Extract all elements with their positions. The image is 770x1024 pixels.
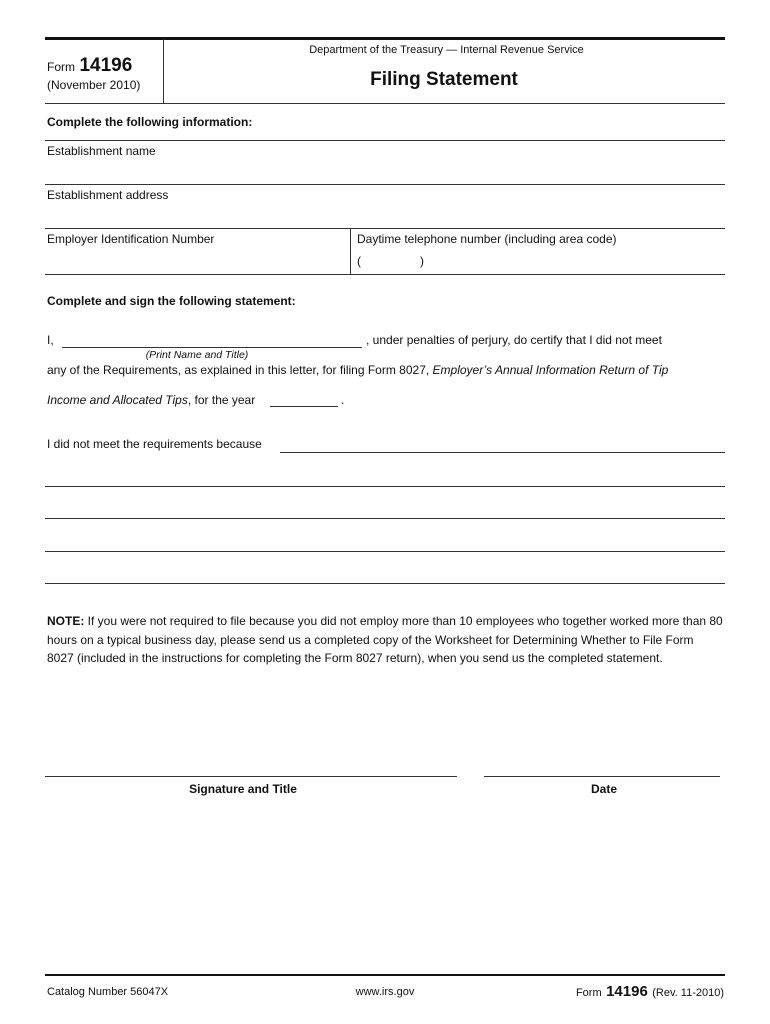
date-label: Date [590,782,617,796]
form-date: (November 2010) [47,78,141,92]
form-number: 14196 [79,55,133,76]
establishment-address-field[interactable] [45,228,725,229]
statement-line-3-end: . [341,393,345,407]
i-label: I, [47,333,54,347]
print-name-field[interactable] [62,347,362,348]
establishment-name-label: Establishment name [47,144,156,158]
form-id-block [47,55,132,77]
signature-label: Signature and Title [189,782,297,796]
phone-label: Daytime telephone number (including area code) [357,232,617,246]
header-bottom-rule [45,103,725,104]
footer-form-word: Form [575,987,602,999]
catalog-number: Catalog Number 56047X [47,986,169,998]
statement-line-3-italic: Income and Allocated Tips [47,393,188,407]
reason-field-line-1[interactable] [280,452,725,453]
statement-line-2 [47,363,668,377]
form-title: Filing Statement [370,69,518,90]
footer-revision: (Rev. 11-2010) [652,987,724,999]
footer-form-number: 14196 [606,983,648,1000]
statement-line-2-plain: any of the Requirements, as explained in this letter, for filing Form 8027, [47,363,433,377]
info-heading: Complete the following information: [47,115,253,129]
rule-below-ein [45,274,725,275]
reason-field-line-4[interactable] [45,551,725,552]
statement-heading: Complete and sign the following statement: [47,294,296,308]
statement-line-3 [47,393,255,407]
establishment-address-label: Establishment address [47,188,169,202]
phone-open-paren: ( [357,254,361,268]
irs-website: www.irs.gov [355,986,415,998]
print-name-caption: (Print Name and Title) [145,349,249,361]
footer-form-id [560,983,724,1001]
note-paragraph [47,612,723,668]
establishment-name-field[interactable] [45,184,725,185]
header-divider [163,39,164,103]
perjury-text: , under penalties of perjury, do certify that I did not meet [366,333,662,347]
statement-line-2-italic: Employer’s Annual Information Return of Tip [432,363,669,377]
note-text: If you were not required to file because you did not employ more than 10 employees who together worked more than 80 hours on a typical business day, please send us a completed copy of the Worksheet for Determining Whether to File Form 8027 (included in the instructions for completing the Form 8027 return), when you send us the completed statement. [47,614,723,665]
reason-field-line-5[interactable] [45,583,725,584]
agency-name: Department of the Treasury — Internal Revenue Service [309,44,584,56]
ein-field[interactable] [45,248,348,272]
phone-close-paren: ) [420,254,424,268]
rule-above-name [45,140,725,141]
date-field[interactable] [484,776,720,777]
statement-line-3-plain: , for the year [187,393,256,407]
form-word: Form [47,60,75,74]
ein-label: Employer Identification Number [47,232,215,246]
ein-phone-divider [350,228,351,274]
header-top-rule [45,37,725,40]
signature-field[interactable] [45,776,457,777]
reason-field-line-3[interactable] [45,518,725,519]
note-label: NOTE: [47,614,85,628]
reason-field-line-2[interactable] [45,486,725,487]
footer-rule [45,974,725,976]
year-field[interactable] [270,406,338,407]
phone-field[interactable] [365,250,720,272]
reason-label: I did not meet the requirements because [47,437,262,451]
